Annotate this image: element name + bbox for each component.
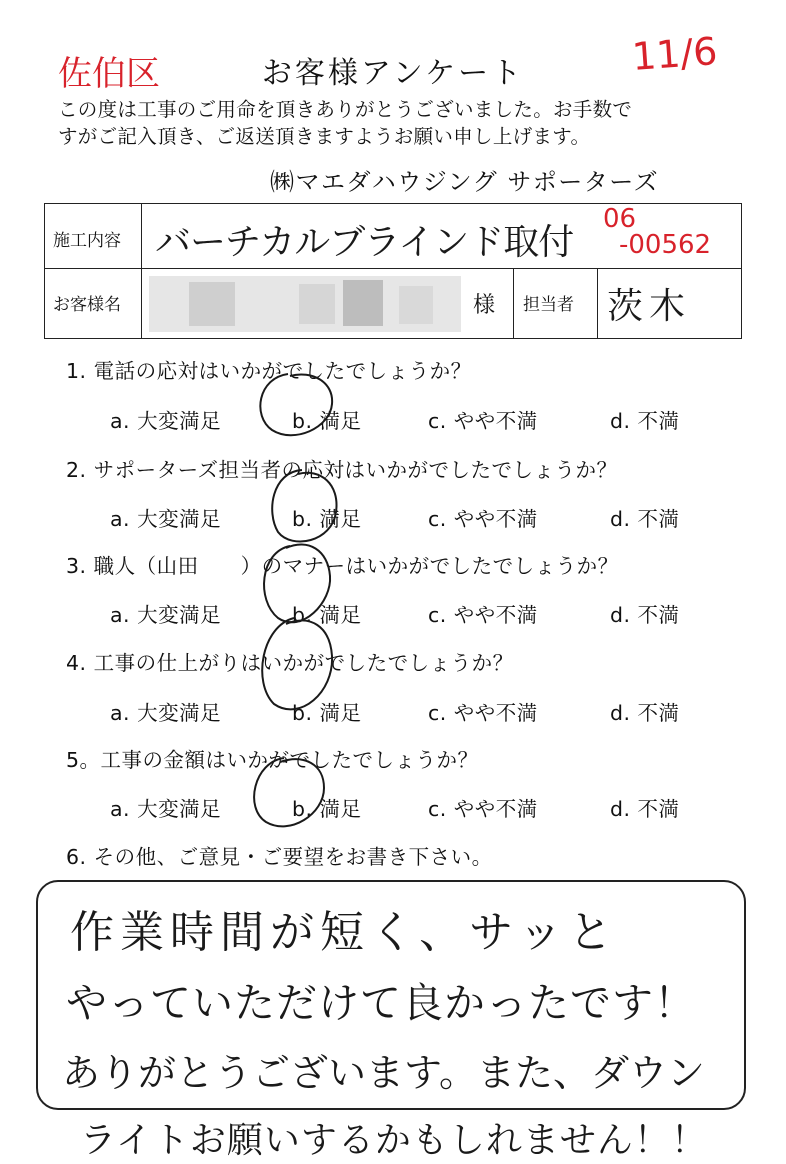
q5-option-c[interactable]: c. やや不満	[428, 797, 538, 821]
q4-option-c[interactable]: c. やや不満	[428, 701, 538, 725]
company-name: ㈱マエダハウジング サポーターズ	[270, 168, 660, 196]
question-6: 6. その他、ご意見・ご要望をお書き下さい。	[66, 845, 493, 869]
q4-answer-circle	[250, 612, 340, 716]
table-divider	[45, 268, 741, 269]
q3-option-a[interactable]: a. 大変満足	[110, 603, 222, 627]
q3-option-d[interactable]: d. 不満	[610, 603, 680, 627]
intro-line-2: すがご記入頂き、ご返送頂きますようお願い申し上げます。	[58, 125, 591, 148]
survey-title: お客様アンケート	[261, 56, 525, 91]
q5-answer-circle	[244, 752, 330, 832]
work-label: 施工内容	[53, 231, 121, 251]
ward-handwritten: 佐伯区	[58, 54, 160, 94]
order-number-part-2: -00562	[619, 230, 712, 260]
order-number-part-1: 06	[603, 204, 637, 234]
q4-option-b[interactable]: b. 満足	[292, 701, 362, 725]
work-value-handwritten: バーチカルブラインド取付	[155, 222, 574, 263]
redacted-customer-name	[149, 276, 461, 332]
q5-option-b[interactable]: b. 満足	[292, 797, 362, 821]
comment-line-4: ライトお願いするかもしれません！！	[80, 1120, 708, 1161]
q2-option-d[interactable]: d. 不満	[610, 507, 680, 531]
q4-option-d[interactable]: d. 不満	[610, 701, 680, 725]
q1-option-c[interactable]: c. やや不満	[428, 409, 538, 433]
comment-line-3: ありがとうございます。また、ダウン	[62, 1051, 705, 1095]
table-divider	[141, 204, 142, 338]
q2-option-b[interactable]: b. 満足	[292, 507, 362, 531]
q1-option-d[interactable]: d. 不満	[610, 409, 680, 433]
q1-option-b[interactable]: b. 満足	[292, 409, 362, 433]
q1-option-a[interactable]: a. 大変満足	[110, 409, 222, 433]
table-divider	[513, 268, 514, 338]
question-4: 4. 工事の仕上がりはいかがでしたでしょうか？	[66, 651, 514, 675]
intro-text	[58, 96, 738, 150]
q3-option-b[interactable]: b. 満足	[292, 603, 362, 627]
intro-line-1: この度は工事のご用命を頂きありがとうございました。お手数で	[58, 98, 633, 121]
q2-option-a[interactable]: a. 大変満足	[110, 507, 222, 531]
comment-line-2: やっていただけて良かったです！	[66, 979, 696, 1027]
staff-value-handwritten: 茨木	[607, 286, 692, 327]
date-handwritten: 11/6	[630, 29, 719, 79]
question-5: 5。工事の金額はいかがでしたでしょうか？	[66, 748, 479, 772]
q4-option-a[interactable]: a. 大変満足	[110, 701, 222, 725]
question-2: 2. サポーターズ担当者の応対はいかがでしたでしょうか？	[66, 458, 618, 482]
comment-line-1: 作業時間が短く、サッと	[70, 907, 619, 958]
question-3: 3. 職人（山田 ）のマナーはいかがでしたでしょうか？	[66, 554, 619, 578]
q2-option-c[interactable]: c. やや不満	[428, 507, 538, 531]
honorific-sama: 様	[473, 293, 496, 318]
q3-option-c[interactable]: c. やや不満	[428, 603, 538, 627]
customer-label: お客様名	[53, 295, 121, 315]
q5-option-a[interactable]: a. 大変満足	[110, 797, 222, 821]
info-table	[44, 203, 742, 339]
question-1: 1. 電話の応対はいかがでしたでしょうか？	[66, 359, 472, 383]
q2-answer-circle	[262, 466, 342, 548]
q5-option-d[interactable]: d. 不満	[610, 797, 680, 821]
q1-answer-circle	[250, 368, 340, 440]
table-divider	[597, 268, 598, 338]
staff-label: 担当者	[523, 295, 574, 315]
